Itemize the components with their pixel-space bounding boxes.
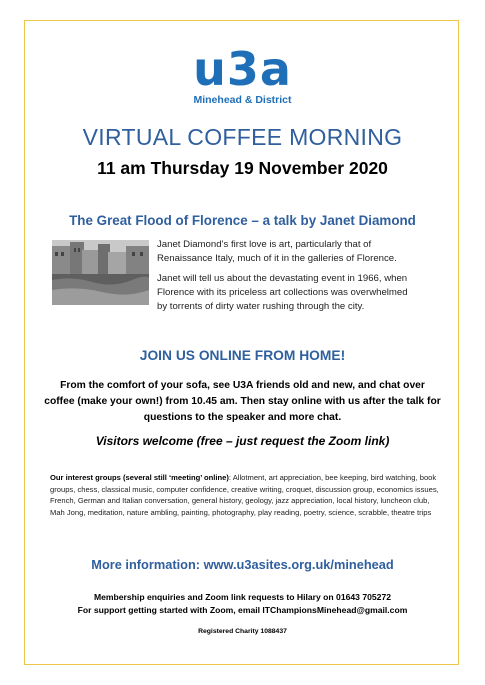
- contact-line-membership: Membership enquiries and Zoom link requests to Hilary on 01643 705272: [93, 592, 392, 602]
- logo-mark: u3a: [193, 42, 292, 96]
- talk-paragraph-2: Janet will tell us about the devastating event in 1966, when Florence with its priceless art collections was overwhelmed by torrents of dirty water rushing through the city.: [157, 273, 408, 312]
- contact-info: [0, 591, 485, 617]
- join-text: From the comfort of your sofa, see U3A friends old and new, and chat over coffee (make your own!) from 10.45 am. Then stay online with us after the talk for questions to the speaker and more chat.: [44, 380, 441, 423]
- logo-subtitle: Minehead & District: [193, 94, 292, 106]
- contact-line-support: For support getting started with Zoom, email ITChampionsMinehead@gmail.com: [77, 605, 408, 615]
- talk-title: The Great Flood of Florence – a talk by Janet Diamond: [69, 213, 416, 228]
- interest-groups-list: : Allotment, art appreciation, bee keeping, bird watching, book groups, chess, classical music, computer confidence, creative writing, croquet, discussion group, economics issues, French, German and Italian conversation, general history, geology, jazz appreciation, local history, luncheon club, Mah Jong, meditation, nature ambling, painting, photography, play reading, poetry, science, scrabble, theatre trips: [50, 473, 439, 517]
- visitors-note: Visitors welcome (free – just request the Zoom link): [95, 434, 390, 448]
- more-info: More information: www.u3asites.org.uk/minehead: [91, 557, 394, 572]
- interest-groups-label: Our interest groups (several still ‘meeting’ online): [50, 473, 229, 482]
- talk-description: [157, 238, 419, 320]
- florence-flood-photo: [52, 240, 149, 305]
- interest-groups: [50, 472, 442, 518]
- talk-paragraph-1: Janet Diamond’s first love is art, particularly that of Renaissance Italy, much of it in the galleries of Florence.: [157, 239, 397, 264]
- event-title: VIRTUAL COFFEE MORNING: [82, 124, 403, 150]
- event-datetime: 11 am Thursday 19 November 2020: [97, 158, 388, 178]
- join-heading: JOIN US ONLINE FROM HOME!: [139, 348, 346, 363]
- u3a-logo: [0, 42, 485, 106]
- charity-number: Registered Charity 1088437: [198, 628, 287, 635]
